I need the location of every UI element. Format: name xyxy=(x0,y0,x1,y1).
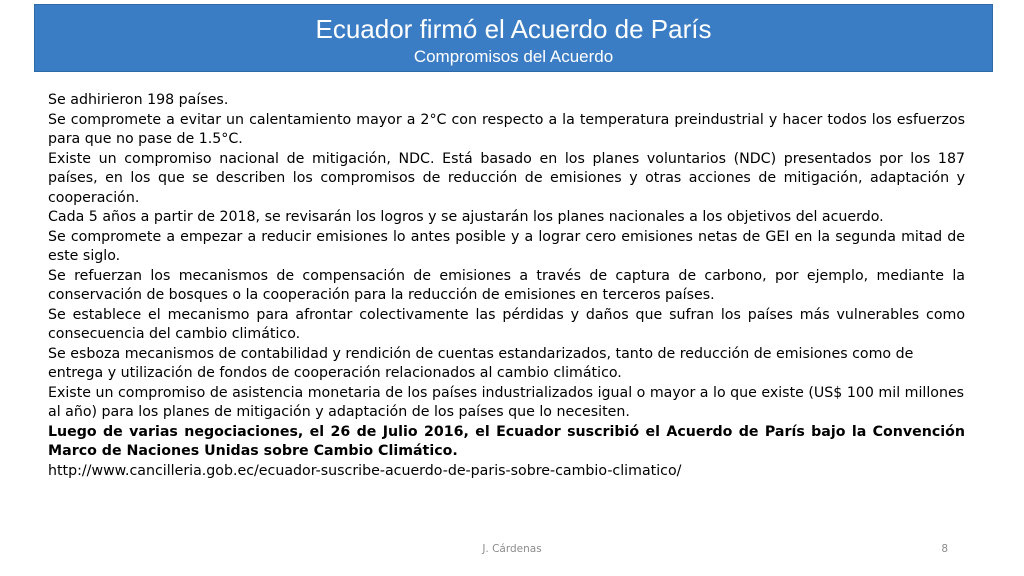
paragraph-warming-limit: Se compromete a evitar un calentamiento mayor a 2°C con respecto a la temperatura preindustrial y hacer todos los esfuerzos para que no pase de 1.5°C. xyxy=(48,111,965,147)
paragraph-accounting: Se esboza mecanismos de contabilidad y rendición de cuentas estandarizados, tanto de reducción de emisiones como de entrega y utilización de fondos de cooperación relacionados al cambio climático. xyxy=(48,345,914,381)
body-text xyxy=(48,91,965,481)
paragraph-adhesion: Se adhirieron 198 países. xyxy=(48,92,229,108)
page-number: 8 xyxy=(941,543,948,555)
paragraph-finance: Existe un compromiso de asistencia monetaria de los países industrializados igual o mayor a lo que existe (US$ 100 mil millones al año) para los planes de mitigación y adaptación de los países que lo necesiten. xyxy=(48,384,965,420)
title-banner xyxy=(34,4,993,72)
paragraph-loss-damage: Se establece el mecanismo para afrontar colectivamente las pérdidas y daños que sufran los países más vulnerables como consecuencia del cambio climático. xyxy=(48,306,965,342)
paragraph-ndc: Existe un compromiso nacional de mitigación, NDC. Está basado en los planes voluntarios (NDC) presentados por los 187 países, en los que se describen los compromisos de reducción de emisiones y otras acciones de mitigación, adaptación y cooperación. xyxy=(48,150,965,206)
slide-title: Ecuador firmó el Acuerdo de París xyxy=(315,14,712,44)
paragraph-review: Cada 5 años a partir de 2018, se revisarán los logros y se ajustarán los planes nacionales a los objetivos del acuerdo. xyxy=(48,209,884,225)
footer-author: J. Cárdenas xyxy=(482,543,542,555)
paragraph-emissions: Se compromete a empezar a reducir emisiones lo antes posible y a lograr cero emisiones netas de GEI en la segunda mitad de este siglo. xyxy=(48,228,965,264)
source-link[interactable]: http://www.cancilleria.gob.ec/ecuador-suscribe-acuerdo-de-paris-sobre-cambio-climatico/ xyxy=(48,462,682,479)
paragraph-conclusion: Luego de varias negociaciones, el 26 de Julio 2016, el Ecuador suscribió el Acuerdo de París bajo la Convención Marco de Naciones Unidas sobre Cambio Climático. xyxy=(48,423,965,459)
slide-subtitle: Compromisos del Acuerdo xyxy=(413,47,614,66)
paragraph-compensation: Se refuerzan los mecanismos de compensación de emisiones a través de captura de carbono, por ejemplo, mediante la conservación de bosques o la cooperación para la reducción de emisiones en terceros países. xyxy=(48,267,965,303)
